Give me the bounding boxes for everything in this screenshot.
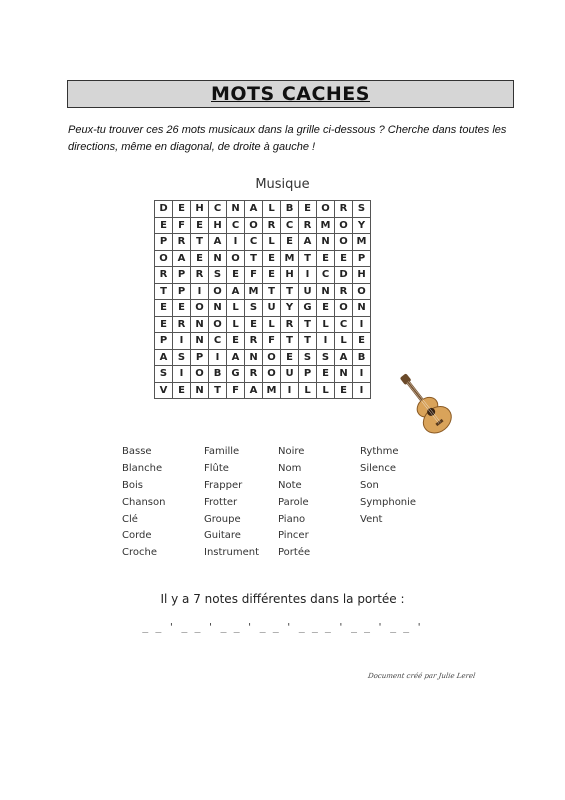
notes-question: Il y a 7 notes différentes dans la portée : [160, 592, 405, 606]
grid-row [155, 382, 371, 399]
grid-cell: E [155, 316, 173, 333]
grid-cell: E [155, 300, 173, 317]
grid-row [155, 217, 371, 234]
grid-cell: S [173, 349, 191, 366]
grid-cell: H [353, 267, 371, 284]
word-item: Noire [278, 446, 305, 457]
word-column [122, 444, 204, 562]
grid-cell: E [227, 333, 245, 350]
grid-cell: C [209, 201, 227, 218]
word-item: Parole [278, 496, 309, 508]
grid-cell: I [353, 382, 371, 399]
grid-cell: O [191, 300, 209, 317]
grid-cell: O [209, 283, 227, 300]
word-item: Famille [204, 446, 240, 457]
grid-cell: N [191, 316, 209, 333]
grid-cell: T [299, 316, 317, 333]
grid-cell: E [245, 316, 263, 333]
grid-cell: M [353, 234, 371, 251]
grid-cell: P [155, 333, 173, 350]
puzzle-title: Musique [255, 177, 310, 192]
grid-cell: O [335, 300, 353, 317]
word-search-grid [154, 200, 371, 399]
grid-cell: R [335, 201, 353, 218]
grid-cell: I [191, 283, 209, 300]
grid-cell: L [317, 316, 335, 333]
grid-cell: F [263, 333, 281, 350]
word-item: Portée [278, 547, 311, 559]
grid-cell: S [155, 366, 173, 383]
grid-cell: N [335, 366, 353, 383]
grid-cell: Y [281, 300, 299, 317]
grid-row [155, 267, 371, 284]
grid-cell: H [209, 217, 227, 234]
grid-cell: E [353, 333, 371, 350]
grid-cell: R [281, 316, 299, 333]
grid-cell: A [173, 250, 191, 267]
grid-cell: C [317, 267, 335, 284]
grid-cell: B [353, 349, 371, 366]
grid-row [155, 283, 371, 300]
grid-cell: O [209, 316, 227, 333]
word-item: Note [278, 479, 302, 491]
grid-cell: I [299, 267, 317, 284]
grid-cell: C [227, 217, 245, 234]
grid-cell: R [173, 316, 191, 333]
grid-cell: O [227, 250, 245, 267]
grid-cell: T [263, 283, 281, 300]
grid-cell: E [299, 201, 317, 218]
grid-cell: N [353, 300, 371, 317]
grid-cell: E [335, 250, 353, 267]
grid-cell: T [155, 283, 173, 300]
grid-cell: R [191, 267, 209, 284]
grid-cell: A [335, 349, 353, 366]
word-item: Vent [360, 513, 383, 525]
grid-cell: H [191, 201, 209, 218]
grid-cell: N [227, 201, 245, 218]
grid-cell: P [155, 234, 173, 251]
grid-cell: E [281, 234, 299, 251]
grid-cell: R [335, 283, 353, 300]
grid-cell: A [245, 382, 263, 399]
grid-cell: T [245, 250, 263, 267]
grid-cell: G [227, 366, 245, 383]
grid-cell: N [191, 333, 209, 350]
grid-cell: L [335, 333, 353, 350]
grid-cell: I [353, 366, 371, 383]
grid-cell: B [209, 366, 227, 383]
grid-cell: T [299, 333, 317, 350]
word-item: Frapper [204, 479, 243, 491]
grid-cell: O [335, 234, 353, 251]
grid-row [155, 300, 371, 317]
word-item: Piano [278, 513, 306, 525]
grid-cell: O [263, 349, 281, 366]
grid-cell: U [281, 366, 299, 383]
grid-cell: O [191, 366, 209, 383]
grid-cell: T [191, 234, 209, 251]
word-item: Chanson [122, 496, 166, 508]
grid-cell: V [155, 382, 173, 399]
grid-cell: A [209, 234, 227, 251]
grid-cell: I [281, 382, 299, 399]
grid-cell: N [191, 382, 209, 399]
grid-cell: S [209, 267, 227, 284]
word-item: Nom [278, 462, 302, 474]
word-item: Clé [122, 513, 138, 525]
grid-cell: R [155, 267, 173, 284]
grid-cell: F [245, 267, 263, 284]
grid-cell: T [281, 333, 299, 350]
grid-cell: A [299, 234, 317, 251]
grid-cell: D [155, 201, 173, 218]
grid-cell: E [191, 250, 209, 267]
grid-cell: E [317, 300, 335, 317]
grid-cell: S [245, 300, 263, 317]
grid-cell: E [281, 349, 299, 366]
grid-cell: E [227, 267, 245, 284]
grid-cell: O [155, 250, 173, 267]
grid-cell: E [173, 201, 191, 218]
grid-cell: I [353, 316, 371, 333]
grid-cell: R [245, 333, 263, 350]
grid-cell: N [209, 250, 227, 267]
grid-cell: C [281, 217, 299, 234]
grid-cell: C [209, 333, 227, 350]
grid-row [155, 201, 371, 218]
grid-row [155, 366, 371, 383]
grid-cell: N [317, 283, 335, 300]
word-item: Frotter [204, 496, 238, 508]
word-item: Blanche [122, 462, 163, 474]
grid-cell: C [245, 234, 263, 251]
grid-cell: P [353, 250, 371, 267]
word-item: Silence [360, 462, 397, 474]
grid-cell: H [281, 267, 299, 284]
grid-cell: O [353, 283, 371, 300]
word-item: Bois [122, 479, 143, 491]
grid-cell: I [173, 366, 191, 383]
notes-blanks: _ _ ' _ _ ' _ _ ' _ _ ' _ _ _ ' _ _ ' _ _ ' [142, 622, 423, 633]
word-column [360, 444, 440, 562]
guitar-icon [390, 368, 460, 440]
grid-cell: S [299, 349, 317, 366]
grid-cell: A [155, 349, 173, 366]
instructions: Peux-tu trouver ces 26 mots musicaux dans la grille ci-dessous ? Cherche dans toutes les directions, même en diagonal, de droite à gauche ! [68, 124, 507, 153]
grid-cell: P [191, 349, 209, 366]
word-item: Basse [122, 446, 152, 457]
grid-cell: N [317, 234, 335, 251]
grid-cell: I [209, 349, 227, 366]
grid-cell: O [335, 217, 353, 234]
grid-cell: E [263, 267, 281, 284]
grid-cell: I [173, 333, 191, 350]
grid-cell: R [263, 217, 281, 234]
word-item: Croche [122, 547, 157, 559]
grid-cell: R [245, 366, 263, 383]
grid-cell: E [155, 217, 173, 234]
grid-row [155, 234, 371, 251]
grid-cell: M [245, 283, 263, 300]
grid-cell: L [263, 201, 281, 218]
grid-cell: D [335, 267, 353, 284]
grid-cell: N [245, 349, 263, 366]
word-column [278, 444, 360, 562]
grid-cell: M [263, 382, 281, 399]
word-item: Rythme [360, 446, 399, 457]
word-item: Flûte [204, 462, 229, 474]
grid-cell: C [335, 316, 353, 333]
grid-row [155, 333, 371, 350]
grid-cell: U [263, 300, 281, 317]
grid-cell: L [263, 234, 281, 251]
grid-cell: E [335, 382, 353, 399]
word-item: Groupe [204, 513, 241, 525]
grid-cell: P [173, 283, 191, 300]
grid-cell: A [227, 349, 245, 366]
grid-cell: L [227, 300, 245, 317]
grid-cell: E [317, 366, 335, 383]
grid-cell: T [299, 250, 317, 267]
signature: Document créé par Julie Lerel [367, 672, 476, 680]
word-item: Son [360, 479, 379, 491]
grid-cell: E [173, 300, 191, 317]
grid-row [155, 349, 371, 366]
grid-cell: L [263, 316, 281, 333]
grid-cell: A [227, 283, 245, 300]
grid-cell: O [263, 366, 281, 383]
grid-cell: Y [353, 217, 371, 234]
title-bar [67, 80, 514, 108]
grid-cell: N [209, 300, 227, 317]
word-item: Corde [122, 530, 152, 542]
grid-cell: R [299, 217, 317, 234]
grid-cell: L [299, 382, 317, 399]
grid-cell: E [173, 382, 191, 399]
grid-row [155, 250, 371, 267]
grid-cell: F [227, 382, 245, 399]
grid-row [155, 316, 371, 333]
grid-cell: M [317, 217, 335, 234]
word-column [204, 444, 278, 562]
word-item: Instrument [204, 547, 260, 559]
word-item: Guitare [204, 530, 241, 542]
word-list [122, 444, 440, 562]
grid-cell: A [245, 201, 263, 218]
grid-cell: T [209, 382, 227, 399]
grid-cell: U [299, 283, 317, 300]
grid-cell: I [317, 333, 335, 350]
grid-cell: R [173, 234, 191, 251]
grid-cell: E [317, 250, 335, 267]
grid-cell: E [263, 250, 281, 267]
grid-cell: M [281, 250, 299, 267]
grid-cell: P [173, 267, 191, 284]
word-item: Pincer [278, 530, 309, 542]
grid-cell: T [281, 283, 299, 300]
grid-cell: G [299, 300, 317, 317]
page-title: MOTS CACHES [211, 83, 370, 105]
grid-cell: E [191, 217, 209, 234]
grid-cell: L [317, 382, 335, 399]
grid-cell: S [353, 201, 371, 218]
grid-cell: L [227, 316, 245, 333]
grid-cell: S [317, 349, 335, 366]
grid-cell: I [227, 234, 245, 251]
grid-cell: O [317, 201, 335, 218]
word-item: Symphonie [360, 496, 417, 508]
grid-cell: F [173, 217, 191, 234]
grid-cell: O [245, 217, 263, 234]
grid-cell: B [281, 201, 299, 218]
grid-cell: P [299, 366, 317, 383]
